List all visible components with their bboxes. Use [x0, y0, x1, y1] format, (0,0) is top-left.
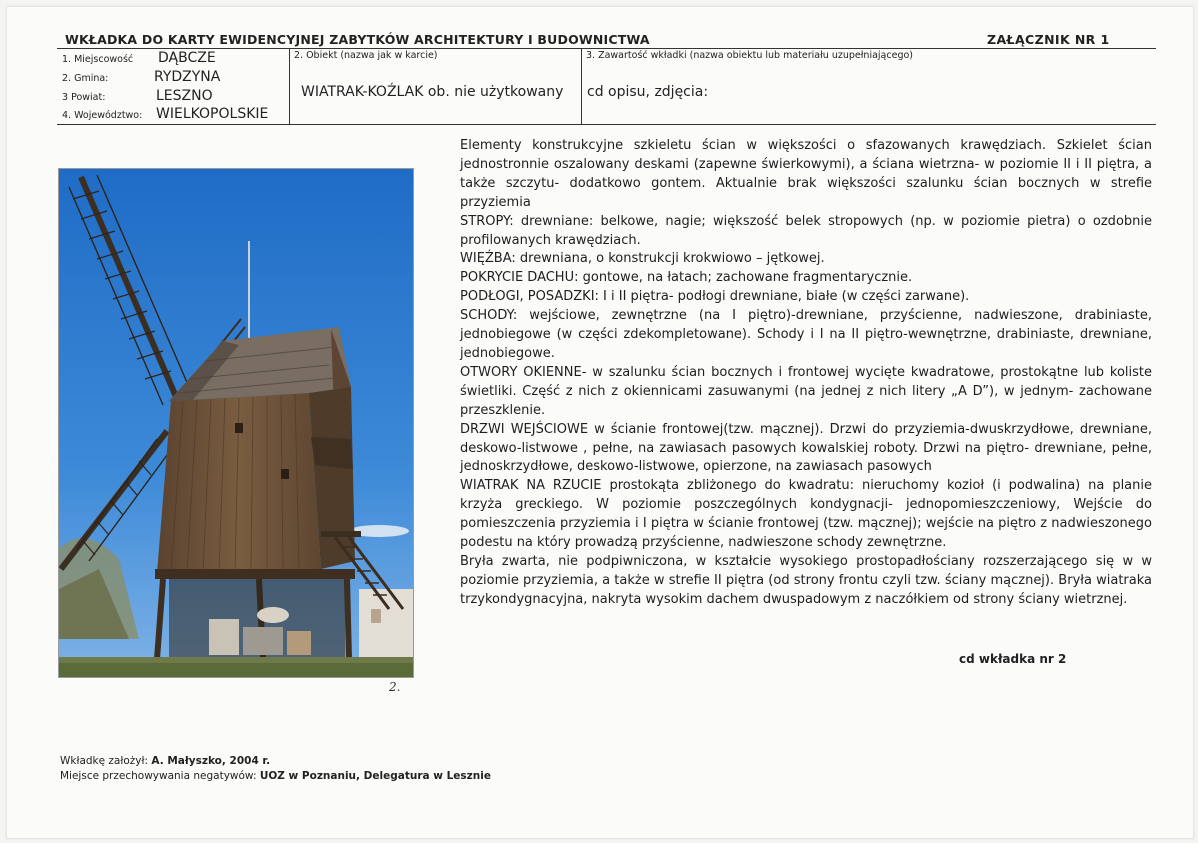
storage-label: Miejsce przechowywania negatywów:: [60, 770, 260, 782]
gmina-value: RYDZYNA: [154, 69, 221, 85]
description-paragraph: OTWORY OKIENNE- w szalunku ścian bocznych i frontowej wycięte kwadratowe, prostokątne lub koliste świetliki. Część z nich z okiennicami zasuwanymi (na jednej z nich litery „A D”), w jednym- zachowane przeszklenie.: [460, 364, 1152, 418]
footer-created: [60, 755, 270, 767]
description-paragraph: SCHODY: wejściowe, zewnętrzne (na I piętro)-drewniane, przyścienne, nadwieszone, drabiniaste, jednobiegowe (w części zdekompletowane). Schody i I na II piętro-wewnętrzne, drabiniaste, drewniane, jednobiegowe.: [460, 308, 1152, 361]
description-paragraph: POKRYCIE DACHU: gontowe, na łatach; zachowane fragmentarycznie.: [460, 270, 913, 286]
wojewodztwo-value: WIELKOPOLSKIE: [156, 106, 269, 122]
description-text: [460, 137, 1152, 610]
description-paragraph: WIĘŹBA: drewniana, o konstrukcji krokwiowo – jętkowej.: [460, 251, 825, 267]
description-paragraph: Bryła zwarta, nie podpiwniczona, w kształcie wysokiego prostopadłościany rozszerzającego się w w poziomie przyziemia, a także w strefie II piętra (od strony frontu czyli tzw. ściany mącznej). Bryła wiatraka trzykondygnacyjna, nakryta wysokim dachem dwuspadowym z naczółkiem od strony ściany wietrznej.: [460, 553, 1152, 607]
miejscowosc-label: 1. Miejscowość: [62, 54, 134, 65]
table-divider-2: [581, 48, 582, 125]
windmill-photo: [58, 168, 414, 678]
description-paragraph: PODŁOGI, POSADZKI: I i II piętra- podłogi drewniane, białe (w części zarwane).: [460, 289, 970, 305]
storage-value: UOZ w Poznaniu, Delegatura w Lesznie: [259, 770, 491, 782]
description-paragraph: WIATRAK NA RZUCIE prostokąta zbliżonego do kwadratu: nieruchomy kozioł (i podwalina) na planie krzyża greckiego. W poziomie poszczególnych kondygnacji- jednopomieszczeniowy, Wejście do pomieszczenia przyziemia i I piętra w ścianie frontowej (tzw. mącznej); wejście na piętro z nadwieszonego podestu na który prowadzą przyścienne, nadwieszone schody zewnętrzne.: [460, 478, 1152, 551]
footer-storage: [60, 770, 491, 782]
photo-number: 2.: [389, 680, 401, 694]
description-paragraph: DRZWI WEJŚCIOWE w ścianie frontowej(tzw. mącznej). Drzwi do przyziemia-dwuskrzydłowe, drewniane, deskowo-listwowe , pełne, na zawiasach pasowych kowalskiej roboty. Drzwi na piętro- drewniane, pełne, jednoskrzydłowe, deskowo-listwowe, opierzone, na zawiasach pasowych: [460, 421, 1152, 475]
powiat-label: 3 Powiat:: [62, 92, 106, 103]
object-label: 2. Obiekt (nazwa jak w karcie): [294, 50, 438, 61]
object-value: WIATRAK-KOŹLAK ob. nie użytkowany: [301, 84, 564, 100]
miejscowosc-value: DĄBCZE: [158, 50, 216, 66]
created-label: Wkładkę założył:: [60, 755, 152, 767]
description-paragraph: STROPY: drewniane: belkowe, nagie; większość belek stropowych (np. w poziomie pietra) o ozdobnie profilowanych krawędziach.: [460, 213, 1152, 248]
description-paragraph: Elementy konstrukcyjne szkieletu ścian w większości o sfazowanych krawędziach. Szkielet ścian jednostronnie oszalowany deskami (zapewne świerkowymi), a ściana wietrzna- w poziomie II i II piętra, a także szczytu- dodatkowo gontem. Aktualnie brak większości szalunku ścian bocznych w strefie przyziemia: [460, 138, 1152, 210]
table-top-rule: [57, 48, 1156, 49]
continuation-note: cd wkładka nr 2: [959, 652, 1067, 666]
table-divider-1: [289, 48, 290, 125]
created-value: A. Małyszko, 2004 r.: [151, 755, 271, 767]
powiat-value: LESZNO: [156, 88, 213, 104]
contents-label: 3. Zawartość wkładki (nazwa obiektu lub materiału uzupełniającego): [586, 50, 913, 61]
attachment-number: ZAŁĄCZNIK NR 1: [987, 32, 1110, 47]
gmina-label: 2. Gmina:: [62, 73, 109, 84]
wojewodztwo-label: 4. Województwo:: [62, 110, 143, 121]
table-bottom-rule: [57, 124, 1156, 125]
document-title: WKŁADKA DO KARTY EWIDENCYJNEJ ZABYTKÓW ARCHITEKTURY I BUDOWNICTWA: [65, 32, 650, 47]
contents-value: cd opisu, zdjęcia:: [587, 84, 709, 100]
